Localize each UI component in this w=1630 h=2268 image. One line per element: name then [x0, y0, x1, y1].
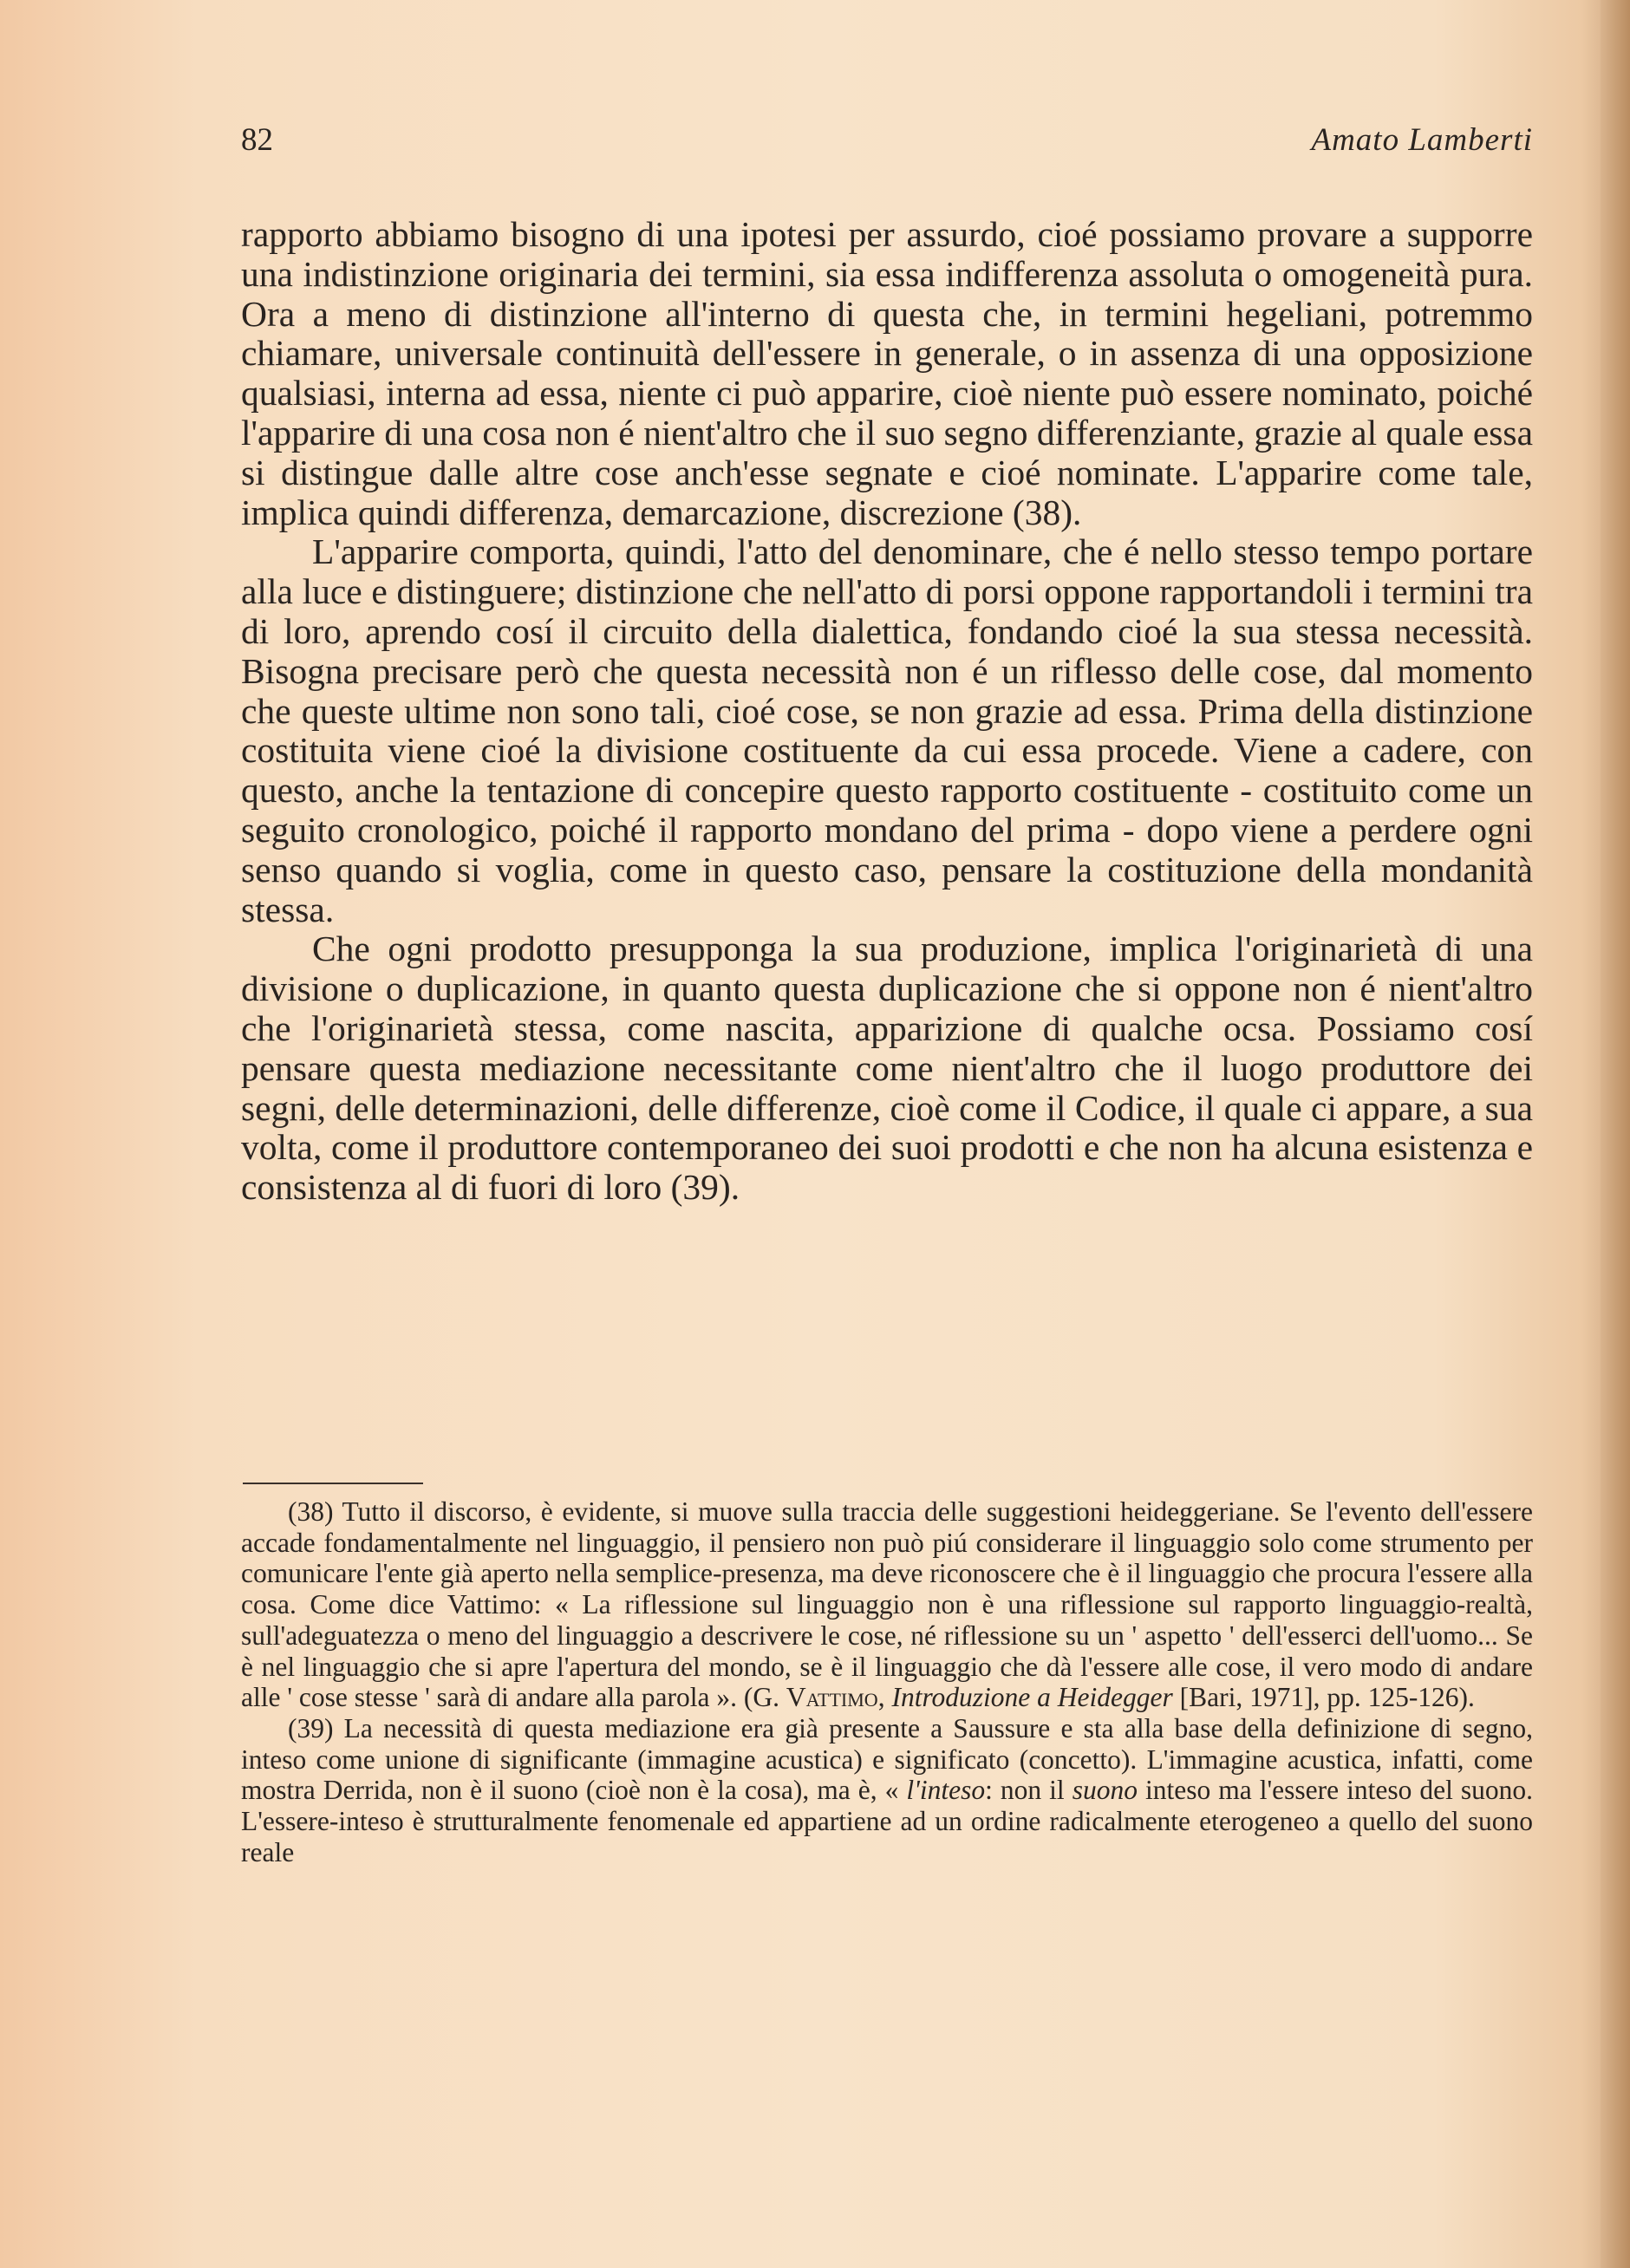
cited-title: Introduzione a Heidegger	[891, 1682, 1173, 1713]
footnote-38	[241, 1496, 1533, 1713]
emphasis: l'inteso	[906, 1775, 986, 1806]
paragraph: rapporto abbiamo bisogno di una ipotesi per assurdo, cioé possiamo provare a supporre una indistinzione originaria dei termini, sia essa indifferenza assoluta o omogeneità pura. Ora a meno di distinzione all'interno di questa che, in termini hegeliani, potremmo chiamare, universale continuità dell'essere in generale, o in assenza di una opposizione qualsiasi, interna ad essa, niente ci può apparire, cioè niente può essere nominato, poiché l'apparire di una cosa non é nient'altro che il suo segno differenziante, grazie al quale essa si distingue dalle altre cose anch'esse segnate e cioé nominate. L'apparire come tale, implica quindi differenza, demarcazione, discrezione (38).	[241, 214, 1533, 532]
running-header	[241, 121, 1533, 173]
main-text	[241, 215, 1533, 1208]
page-edge	[1601, 0, 1630, 2268]
footnote-text: [Bari, 1971], pp. 125-126).	[1179, 1682, 1475, 1713]
footnote-separator	[243, 1483, 423, 1484]
footnote-text: : non il	[985, 1775, 1065, 1806]
running-head-author: Amato Lamberti	[1311, 122, 1533, 158]
footnotes	[241, 1496, 1533, 1867]
footnote-text: (38) Tutto il discorso, è evidente, si muove sulla traccia delle suggestioni heideggeriane. Se l'evento dell'essere accade fondamentalmente nel linguaggio, il pensiero non può piú considerare il linguaggio solo come strumento per comunicare l'ente già aperto nella semplice-presenza, ma deve riconoscere che è il linguaggio che procura l'essere alla cosa. Come dice Vattimo: « La riflessione sul linguaggio non è una riflessione sul rapporto linguaggio-realtà, sull'adeguatezza o meno del linguaggio a descrivere le cose, né riflessione su un ' aspetto ' dell'esserci dell'uomo... Se è nel linguaggio che si apre l'apertura del mondo, se è il linguaggio che dà l'essere alle cose, il vero modo di andare alle ' cose stesse ' sarà di andare alla parola ». (G.	[241, 1496, 1533, 1713]
page-number: 82	[241, 122, 273, 158]
footnote-text: (39) La necessità di questa mediazione era già presente a Saussure e sta alla base della definizione di segno, inteso come unione di significante (immagine acustica) e significato (concetto). L'immagine acustica, infatti, come mostra Derrida, non è il suono (cioè non è la cosa), ma è, «	[241, 1712, 1533, 1806]
paragraph: Che ogni prodotto presupponga la sua produzione, implica l'originarietà di una divisione o duplicazione, in quanto questa duplicazione che si oppone non é nient'altro che l'originarietà stessa, come nascita, apparizione di qualche ocsa. Possiamo cosí pensare questa mediazione necessitante come nient'altro che il luogo produttore dei segni, delle determinazioni, delle differenze, cioè come il Codice, il quale ci appare, a sua volta, come il produttore contemporaneo dei suoi prodotti e che non ha alcuna esistenza e consistenza al di fuori di loro (39).	[241, 929, 1533, 1208]
cited-author: Vattimo	[786, 1682, 878, 1713]
footnote-39	[241, 1713, 1533, 1868]
footnote-text: ,	[877, 1682, 885, 1713]
paragraph: L'apparire comporta, quindi, l'atto del denominare, che é nello stesso tempo portare alla luce e distinguere; distinzione che nell'atto di porsi oppone rapportandoli i termini tra di loro, aprendo cosí il circuito della dialettica, fondando cioé la sua stessa necessità. Bisogna precisare però che questa necessità non é un riflesso delle cose, dal momento che queste ultime non sono tali, cioé cose, se non grazie ad essa. Prima della distinzione costituita viene cioé la divisione costituente da cui essa procede. Viene a cadere, con questo, anche la tentazione di concepire questo rapporto costituente - costituito come un seguito cronologico, poiché il rapporto mondano del prima - dopo viene a perdere ogni senso quando si voglia, come in questo caso, pensare la costituzione della mondanità stessa.	[241, 531, 1533, 929]
emphasis: suono	[1072, 1775, 1138, 1806]
footnote-text: inteso ma l'essere inteso del suono. L'essere-inteso è strutturalmente fenomenale ed appartiene ad un ordine radicalmente eterogeneo a quello del suono reale	[241, 1775, 1534, 1867]
